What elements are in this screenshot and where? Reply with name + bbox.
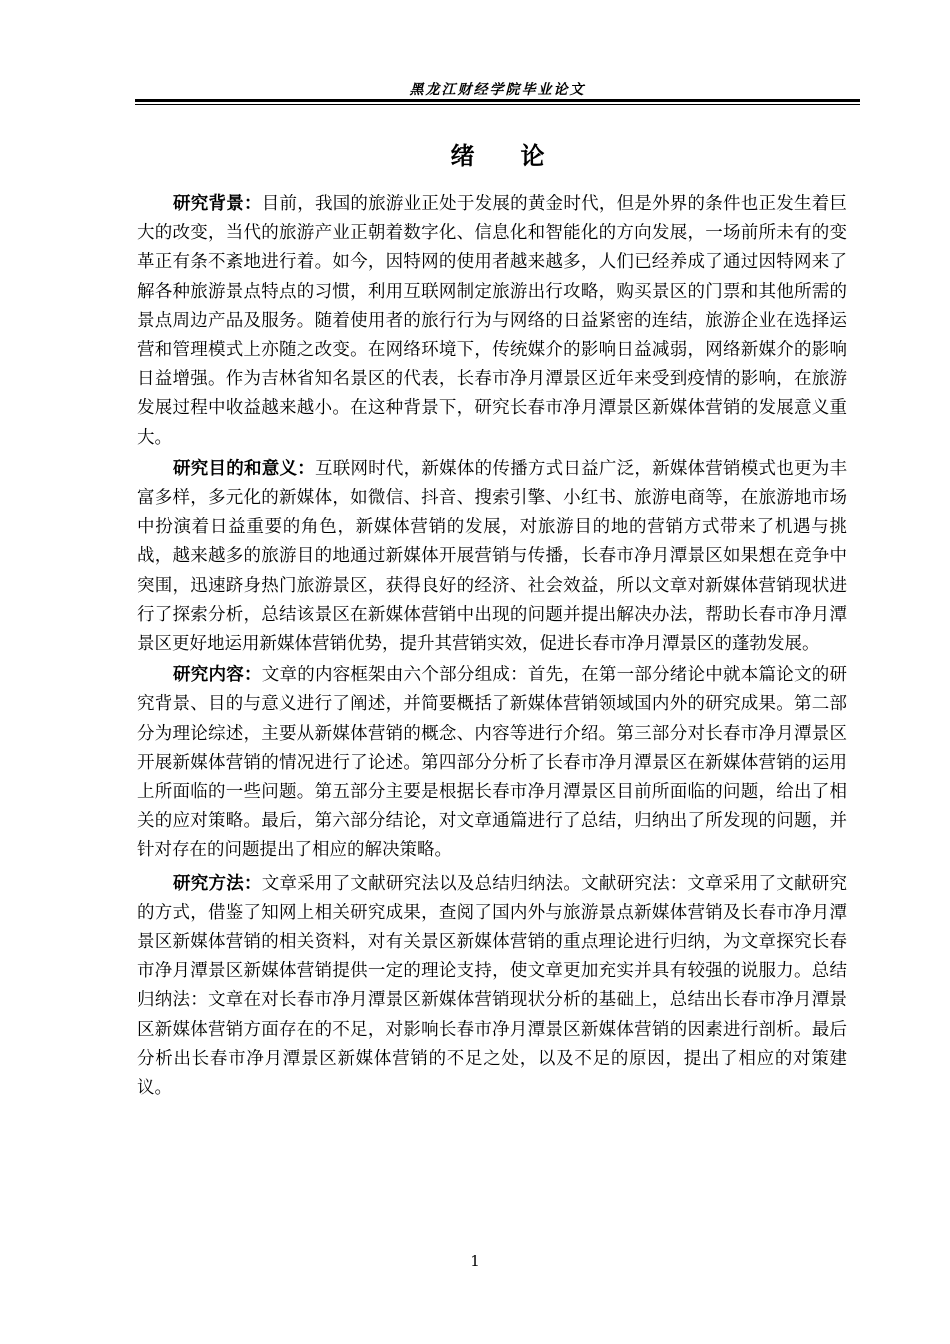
- paragraph-lead: 研究内容：: [173, 665, 262, 686]
- paragraph-research-content: [137, 661, 847, 865]
- paragraph-lead: 研究背景：: [173, 194, 262, 214]
- page-number: 1: [470, 1252, 480, 1270]
- paragraph-research-purpose: [137, 455, 847, 659]
- paragraph-lead: 研究目的和意义：: [173, 458, 315, 479]
- paragraph-research-background: [137, 190, 847, 453]
- paragraph-research-method: [137, 870, 847, 1104]
- running-header: 黑龙江财经学院毕业论文: [409, 82, 586, 98]
- paragraph-lead: 研究方法：: [173, 873, 262, 894]
- chapter-title: 绪论: [450, 141, 591, 170]
- paragraph-text: 目前，我国的旅游业正处于发展的黄金时代，但是外界的条件也正发生着巨大的改变，当代的旅游产业正朝着数字化、信息化和智能化的方向发展，一场前所未有的变革正有条不紊地进行着。如今，因特网的使用者越来越多，人们已经养成了通过因特网来了解各种旅游景点特点的习惯，利用互联网制定旅游出行攻略，购买景区的门票和其他所需的景点周边产品及服务。随着使用者的旅行行为与网络的日益紧密的连结，旅游企业在选择运营和管理模式上亦随之改变。在网络环境下，传统媒介的影响日益减弱，网络新媒介的影响日益增强。作为吉林省知名景区的代表，长春市净月潭景区近年来受到疫情的影响，在旅游发展过程中收益越来越小。在这种背景下，研究长春市净月潭景区新媒体营销的发展意义重大。: [137, 194, 847, 448]
- body-text: [137, 190, 847, 1103]
- paragraph-text: 互联网时代，新媒体的传播方式日益广泛，新媒体营销模式也更为丰富多样，多元化的新媒体，如微信、抖音、搜索引擎、小红书、旅游电商等，在旅游地市场中扮演着日益重要的角色，新媒体营销的发展，对旅游目的地的营销方式带来了机遇与挑战，越来越多的旅游目的地通过新媒体开展营销与传播，长春市净月潭景区如果想在竞争中突围，迅速跻身热门旅游景区，获得良好的经济、社会效益，所以文章对新媒体营销现状进行了探索分析，总结该景区在新媒体营销中出现的问题并提出解决办法，帮助长春市净月潭景区更好地运用新媒体营销优势，提升其营销实效，促进长春市净月潭景区的蓬勃发展。: [137, 458, 848, 655]
- paragraph-text: 文章的内容框架由六个部分组成：首先，在第一部分绪论中就本篇论文的研究背景、目的与意义进行了阐述，并简要概括了新媒体营销领域国内外的研究成果。第二部分为理论综述，主要从新媒体营销的概念、内容等进行介绍。第三部分对长春市净月潭景区开展新媒体营销的情况进行了论述。第四部分分析了长春市净月潭景区在新媒体营销的运用上所面临的一些问题。第五部分主要是根据长春市净月潭景区目前所面临的问题，给出了相关的应对策略。最后，第六部分结论，对文章通篇进行了总结，归纳出了所发现的问题，并针对存在的问题提出了相应的解决策略。: [137, 665, 847, 861]
- header-rule-thin: [135, 104, 860, 105]
- header-rule-thick: [135, 99, 860, 102]
- paragraph-text: 文章采用了文献研究法以及总结归纳法。文献研究法：文章采用了文献研究的方式，借鉴了知网上相关研究成果，查阅了国内外与旅游景点新媒体营销及长春市净月潭景区新媒体营销的相关资料，对有关景区新媒体营销的重点理论进行归纳，为文章探究长春市净月潭景区新媒体营销提供一定的理论支持，使文章更加充实并具有较强的说服力。总结归纳法：文章在对长春市净月潭景区新媒体营销现状分析的基础上，总结出长春市净月潭景区新媒体营销方面存在的不足，对影响长春市净月潭景区新媒体营销的因素进行剖析。最后分析出长春市净月潭景区新媒体营销的不足之处，以及不足的原因，提出了相应的对策建议。: [137, 873, 847, 1099]
